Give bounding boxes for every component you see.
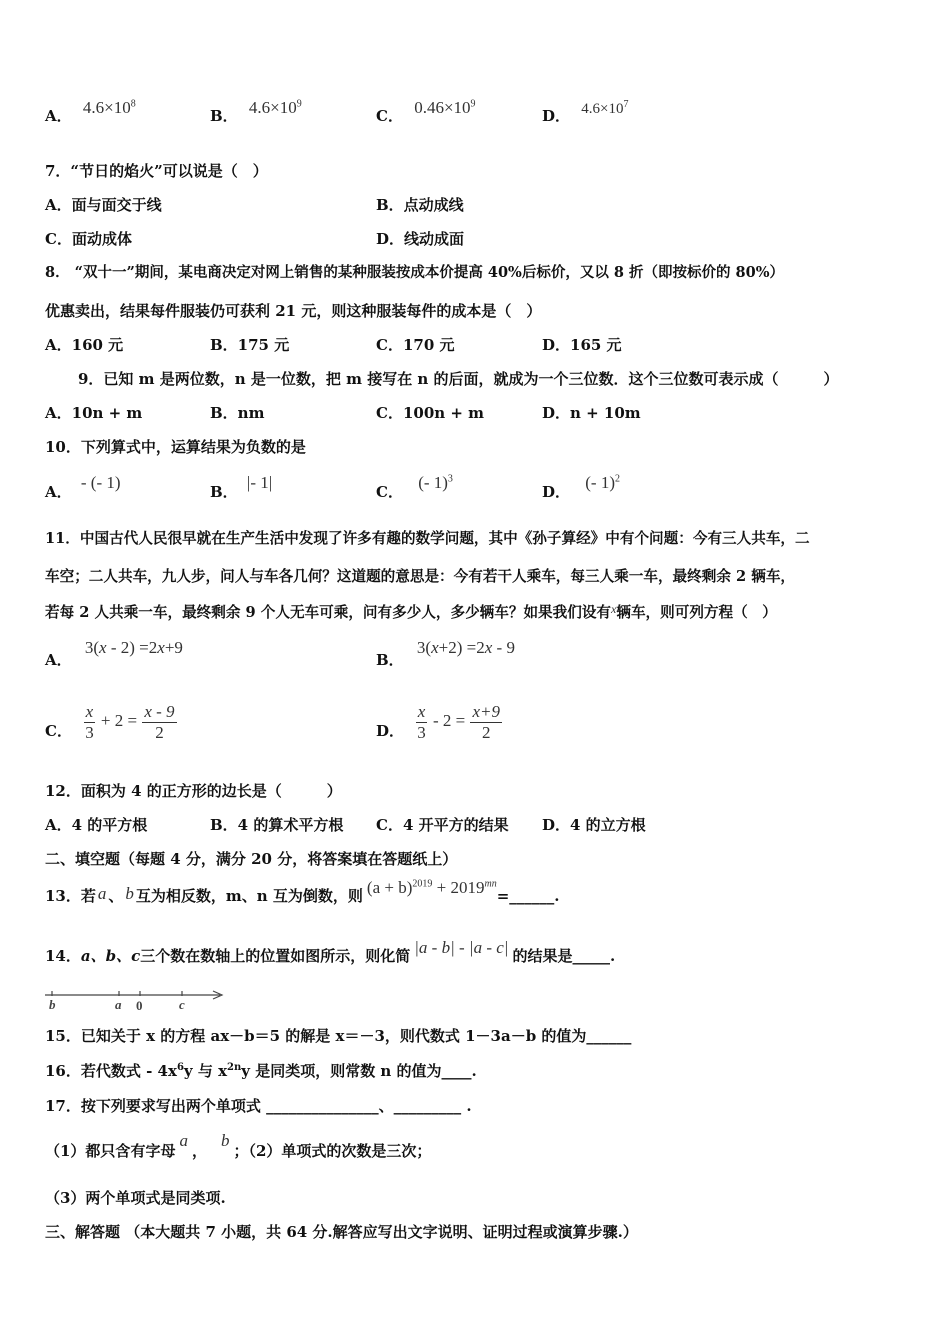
q11a-var: x: [99, 638, 107, 657]
q11a-tail: +9: [164, 638, 183, 657]
q6-times: ×: [600, 101, 609, 117]
q11-letter: D．: [376, 722, 405, 740]
q11a-pre: 3(: [84, 638, 100, 657]
q11b-var: x: [431, 638, 439, 657]
label-b: b: [49, 997, 56, 1012]
q11d-den1: 3: [417, 722, 426, 742]
q11-line3-text-end: 辆车，则可列方程（ ）: [616, 604, 777, 621]
q11-option-b: [376, 638, 515, 670]
q11b-pre: 3(: [416, 638, 432, 657]
q11c-num2: x - 9: [144, 701, 175, 721]
q8-line1: 8． “双十一”期间，某电商决定对网上销售的某种服装按成本价提高 40%后标价，又以 8 折（即按标价的 80%）: [45, 264, 785, 281]
q9-option-a: A．10n + m: [45, 404, 143, 422]
number-line-figure: [45, 985, 230, 1015]
q7-option-c: C．面动成体: [45, 230, 132, 248]
q10-letter: A．: [45, 483, 72, 501]
q6-exp: 9: [470, 98, 476, 110]
q14-mid: 三个数在数轴上的位置如图所示，则化简: [140, 947, 411, 965]
q13-plus: + 2019: [436, 878, 485, 897]
q10-option-b: [210, 473, 273, 502]
q11-line3-text: 若每 2 人共乘一车，最终剩余 9 个人无车可乘，问有多少人，多少辆车？如果我们设有: [45, 604, 612, 621]
q17-line3: （3）两个单项式是同类项.: [45, 1189, 226, 1207]
q12-option-c: C．4 开平方的结果: [376, 816, 509, 834]
q8-option-c: C．170 元: [376, 336, 455, 354]
q9-option-b: B．nm: [210, 404, 265, 422]
q9-stem: 9．已知 m 是两位数，n 是一位数，把 m 接写在 n 的后面，就成为一个三位数．这个三位数可表示成（ ）: [78, 370, 839, 388]
q16-pre: 16．若代数式 - 4x: [45, 1062, 177, 1080]
q12-option-d: D．4 的立方根: [542, 816, 646, 834]
q11c-num1: x: [85, 701, 94, 721]
q11d-den2: 2: [481, 722, 491, 742]
q12-option-a: A．4 的平方根: [45, 816, 148, 834]
q10-option-d: [542, 473, 620, 502]
q7-option-a: A．面与面交于线: [45, 196, 162, 214]
q7-option-b: B．点动成线: [376, 196, 464, 214]
q11b-post: +2) =2: [438, 638, 485, 657]
q11-option-c: [45, 700, 177, 743]
q11-var-x: x: [611, 602, 617, 616]
q6-option-letter: B．: [210, 107, 238, 125]
q8-line2: 优惠卖出，结果每件服装仍可获利 21 元，则这种服装每件的成本是（ ）: [45, 302, 542, 320]
q10-letter: D．: [542, 483, 571, 501]
q11-line3: [45, 603, 777, 623]
q6-exp: 7: [623, 99, 629, 110]
label-a: a: [115, 997, 122, 1012]
q7-option-d: D．线动成面: [376, 230, 465, 248]
q11b-var2: x: [484, 638, 493, 657]
q16-exp2: 2n: [227, 1062, 242, 1073]
q16-exp1: 6: [176, 1062, 184, 1073]
q8-option-b: B．175 元: [210, 336, 290, 354]
q15-stem: 15．已知关于 x 的方程 ax－b＝5 的解是 x＝－3，则代数式 1－3a－b 的值为______: [45, 1027, 632, 1045]
q6-coef: 4.6: [248, 98, 271, 117]
q13-post: =______.: [496, 887, 560, 905]
q11-option-d: [376, 700, 502, 743]
q17-line2-post: ；（2）单项式的次数是三次；: [233, 1142, 432, 1160]
q6-option-b: [210, 98, 302, 126]
q8-option-d: D．165 元: [542, 336, 622, 354]
q13-sep: 、: [108, 887, 124, 905]
q10-letter: C．: [376, 483, 403, 501]
q13-pre: 13．若: [45, 887, 96, 905]
q14-stem: [45, 938, 616, 966]
q17-var-b: b: [220, 1131, 230, 1150]
q6-base: 10: [608, 101, 624, 117]
q13-mid: 互为相反数，m、n 互为倒数，则: [135, 887, 363, 905]
q6-times: ×: [104, 98, 114, 117]
q12-option-b: B．4 的算术平方根: [210, 816, 344, 834]
q6-coef: 4.6: [581, 101, 600, 117]
q6-exp: 8: [130, 98, 136, 110]
q10-exp: 2: [614, 473, 620, 485]
q11c-mid: + 2 =: [100, 711, 138, 730]
q6-option-expr: [83, 98, 136, 117]
label-0: 0: [136, 998, 143, 1013]
q11a-var2: x: [157, 638, 165, 657]
q12-stem: 12．面积为 4 的正方形的边长是（ ）: [45, 782, 342, 800]
q10-expr: (- 1): [585, 473, 615, 492]
q10-stem: 10．下列算式中，运算结果为负数的是: [45, 438, 306, 456]
q6-option-letter: D．: [542, 107, 571, 125]
q11d-num1: x: [417, 701, 426, 721]
q11d-mid: - 2 =: [432, 711, 466, 730]
q6-times: ×: [443, 98, 454, 117]
q14-vars: a、b、c: [80, 947, 141, 965]
q6-option-expr: [414, 98, 475, 117]
q6-option-letter: A．: [45, 107, 72, 125]
q17-line2: [45, 1131, 432, 1161]
q10-letter: B．: [210, 483, 238, 501]
q11-option-a: [45, 638, 183, 670]
q10-option-a: [45, 473, 121, 502]
q11-line2: 车空；二人共车，九人步，问人与车各几何？这道题的意思是：今有若干人乘车，每三人乘一车，最终剩余 2 辆车，: [45, 568, 796, 585]
q6-base: 10: [279, 98, 297, 117]
q9-option-c: C．100n + m: [376, 404, 485, 422]
q6-base: 10: [453, 98, 471, 117]
q6-exp: 9: [296, 98, 302, 110]
q9-option-d: D．n + 10m: [542, 404, 641, 422]
q6-coef: 4.6: [82, 98, 105, 117]
q6-times: ×: [270, 98, 280, 117]
q6-option-c: [376, 98, 476, 126]
q6-option-letter: C．: [376, 107, 403, 125]
q11d-num2: x+9: [472, 701, 500, 721]
q11a-post: - 2) =2: [106, 638, 158, 657]
q17-var-a: a: [179, 1131, 188, 1150]
q11c-den1: 3: [85, 722, 94, 742]
q10-expr: - (- 1): [80, 473, 121, 492]
q14-expr: |a - b| - |a - c|: [414, 938, 509, 957]
q6-option-expr: [581, 101, 628, 117]
q14-post: 的结果是_____.: [512, 947, 616, 965]
q13-var-b: b: [125, 884, 134, 903]
q6-option-a: [45, 98, 136, 126]
q17-comma: ，: [191, 1142, 207, 1160]
q13-expr: (a + b): [366, 878, 413, 897]
q11-letter: C．: [45, 722, 72, 740]
q16-post: y 是同类项，则常数 n 的值为____.: [241, 1062, 477, 1080]
q6-coef: 0.46: [414, 98, 444, 117]
q6-base: 10: [113, 98, 131, 117]
q13-exp2: mn: [484, 878, 497, 890]
q8-option-a: A．160 元: [45, 336, 124, 354]
q16-stem: [45, 1061, 477, 1081]
q7-stem: 7．“节日的焰火”可以说是（ ）: [45, 162, 268, 180]
q13-stem: [45, 878, 560, 906]
q10-option-c: [376, 473, 453, 502]
q13-exp1: 2019: [412, 878, 433, 890]
q6-option-d: [542, 99, 629, 127]
q11c-den2: 2: [155, 722, 164, 742]
section3-heading: 三、解答题 （本大题共 7 小题，共 64 分.解答应写出文字说明、证明过程或演算步骤.）: [45, 1223, 638, 1241]
q10-expr: |- 1|: [246, 473, 273, 492]
q13-var-a: a: [97, 884, 107, 903]
q14-pre: 14．: [45, 947, 81, 965]
label-c: c: [179, 997, 185, 1012]
q16-mid: y 与 x: [183, 1062, 228, 1080]
q10-exp: 3: [447, 473, 453, 485]
q11b-tail: - 9: [492, 638, 515, 657]
q6-option-expr: [249, 98, 302, 117]
q11-line1: 11．中国古代人民很早就在生产生活中发现了许多有趣的数学问题，其中《孙子算经》中有个问题：今有三人共车，二: [45, 530, 810, 547]
q11-letter: B．: [376, 651, 404, 669]
q17-stem: 17．按下列要求写出两个单项式 _______________、_________ .: [45, 1097, 472, 1115]
q10-expr: (- 1): [418, 473, 448, 492]
q11-letter: A．: [45, 651, 72, 669]
section2-heading: 二、填空题（每题 4 分，满分 20 分，将答案填在答题纸上）: [45, 850, 458, 868]
q17-line2-pre: （1）都只含有字母: [45, 1142, 176, 1160]
